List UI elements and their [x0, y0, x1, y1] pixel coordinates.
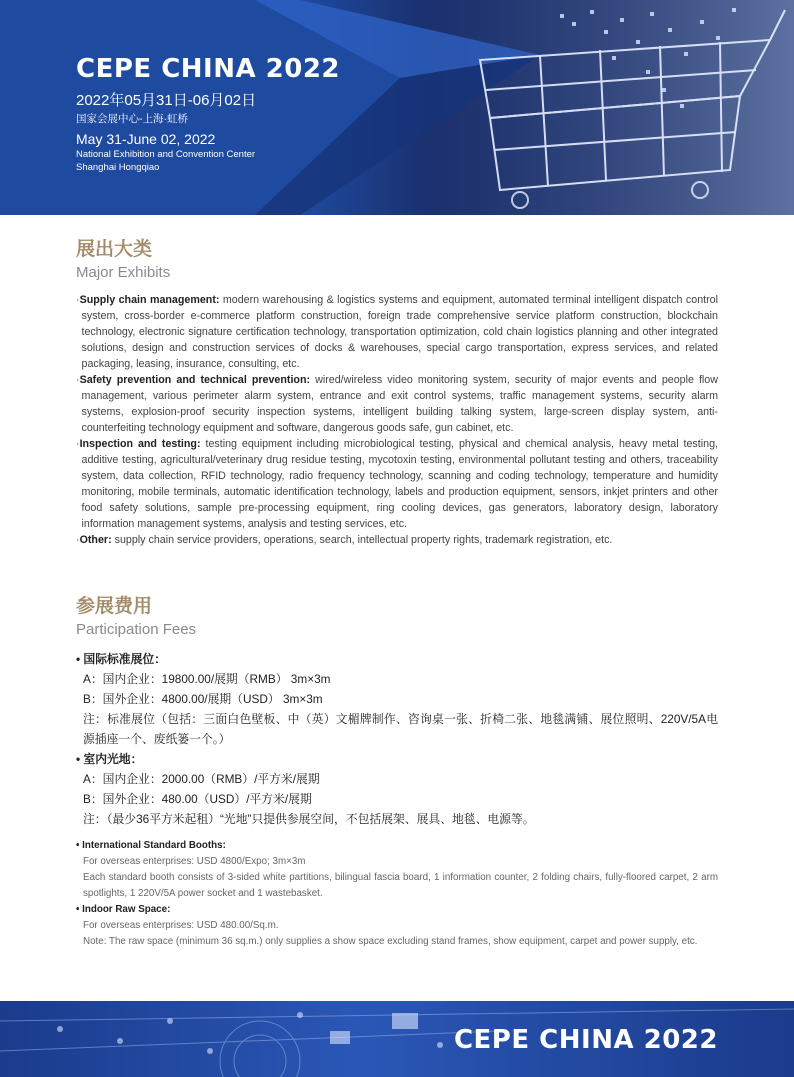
exhibit-item: ·Inspection and testing: testing equipment including microbiological testing, physical and chemical analysis, heavy metal testing, additive testing, agricultural/veterinary drug residue testing, mycotoxin testing, environmental pollutant testing and others, traceability system, data collection, RFID technology, radio frequency technology, scanning and coding technology, temperature and humidity monitoring, mobile terminals, automatic identification technology, labels and production equipment, sensors, inkjet printers and other food safety solutions, sample pre-processing equipment, ring cooling devices, gas generators, laboratory design, laboratory information management systems, analysis and testing services, etc. [76, 438, 718, 530]
fees-heading-cn: 参展费用 [76, 596, 153, 617]
header-date-en: May 31-June 02, 2022 [76, 131, 216, 147]
exhibit-label: Supply chain management: [79, 294, 220, 306]
fees-cn-block [76, 649, 718, 829]
exhibit-label: Inspection and testing: [79, 438, 201, 450]
exhibit-text: modern warehousing & logistics systems and equipment, automated terminal intelligent dispatch control system, cross-border e-commerce platform construction, foreign trade comprehensive service platform construction, blockchain technology, electronic signature certification technology, transportation optimization, cold chain logistics planning and other integrated solutions, design and construction services of docks & warehouses, special cargo transportation, express services, and related packaging, leasing, insurance, consulting, etc. [81, 294, 718, 370]
exhibit-item: ·Supply chain management: modern warehousing & logistics systems and equipment, automated terminal intelligent dispatch control system, cross-border e-commerce platform construction, foreign trade comprehensive service platform construction, blockchain technology, electronic signature certification technology, transportation optimization, cold chain logistics planning and other integrated solutions, design and construction services of docks & warehouses, special cargo transportation, express services, and related packaging, leasing, insurance, consulting, etc. [76, 294, 718, 370]
header-venue-en-line2: Shanghai Hongqiao [76, 162, 160, 173]
footer-banner [0, 1001, 794, 1077]
exhibit-label: Safety prevention and technical prevention: [79, 374, 311, 386]
header-venue-cn: 国家会展中心-上海·虹桥 [76, 113, 188, 125]
header-title: CEPE CHINA 2022 [76, 54, 341, 84]
fee-raw-note-en: Note: The raw space (minimum 36 sq.m.) only supplies a show space excluding stand frames, show equipment, carpet and power supply, etc. [83, 936, 698, 947]
fee-std-heading-cn: • 国际标准展位： [76, 652, 166, 666]
fee-std-domestic-cn: A：国内企业：19800.00/展期（RMB） 3m×3m [83, 672, 331, 686]
exhibit-text: supply chain service providers, operations, search, intellectual property rights, trademark registration, etc. [114, 534, 613, 546]
exhibit-text: wired/wireless video monitoring system, security of major events and people flow management, various perimeter alarm system, entrance and exit control systems, traffic management systems, security alarm systems, explosion-proof security inspection systems, intelligent building talking system, large-screen display system, anti-counterfeiting technology equipment and software, dangerous goods safe, gun cabinet, etc. [81, 374, 718, 434]
fee-raw-domestic-cn: A：国内企业：2000.00（RMB）/平方米/展期 [83, 772, 320, 786]
exhibits-list [76, 292, 718, 548]
header-venue-en-line1: National Exhibition and Convention Center [76, 149, 256, 160]
fee-std-note-en: Each standard booth consists of 3-sided white partitions, bilingual fascia board, 1 information counter, 2 folding chairs, fully-floored carpet, 2 arm spotlights, 1 220V/5A power socket and 1 wastebasket. [83, 872, 718, 899]
fee-std-note-cn: 注：标准展位（包括：三面白色壁板、中（英）文楣牌制作、咨询桌一张、折椅二张、地毯满铺、展位照明、220V/5A电源插座一个、废纸篓一个。） [83, 712, 718, 746]
header-banner [0, 0, 794, 215]
fees-en-block [76, 838, 718, 950]
fee-raw-heading-en: • Indoor Raw Space: [76, 904, 171, 915]
fee-raw-heading-cn: • 室内光地： [76, 752, 143, 766]
exhibit-item: ·Other: supply chain service providers, operations, search, intellectual property rights, trademark registration, etc. [76, 534, 613, 546]
header-date-cn: 2022年05月31日-06月02日 [76, 92, 257, 109]
fees-heading-en: Participation Fees [76, 621, 197, 638]
fee-std-price-en: For overseas enterprises: USD 4800/Expo; 3m×3m [83, 856, 306, 867]
exhibits-heading-en: Major Exhibits [76, 264, 171, 281]
footer-title: CEPE CHINA 2022 [453, 1025, 718, 1055]
exhibit-label: Other: [79, 534, 112, 546]
exhibit-text: testing equipment including microbiological testing, physical and chemical analysis, heavy metal testing, additive testing, agricultural/veterinary drug residue testing, mycotoxin testing, environmental pollutant testing and others, traceability system, data collection, RFID technology, radio frequency technology, scanning and coding technology, temperature and humidity monitoring, mobile terminals, automatic identification technology, labels and production equipment, sensors, inkjet printers and other food safety solutions, sample pre-processing equipment, ring cooling devices, gas generators, laboratory design, laboratory information management systems, analysis and testing services, etc. [81, 438, 718, 530]
exhibits-heading-cn: 展出大类 [76, 239, 153, 260]
fee-std-heading-en: • International Standard Booths: [76, 840, 226, 851]
header-text-block [76, 52, 340, 174]
fee-raw-price-en: For overseas enterprises: USD 480.00/Sq.m. [83, 920, 279, 931]
fee-std-overseas-cn: B：国外企业：4800.00/展期（USD） 3m×3m [83, 692, 323, 706]
fee-raw-overseas-cn: B：国外企业：480.00（USD）/平方米/展期 [83, 792, 312, 806]
exhibit-item: ·Safety prevention and technical prevention: wired/wireless video monitoring system, security of major events and people flow management, various perimeter alarm system, entrance and exit control systems, traffic management systems, security alarm systems, explosion-proof security inspection systems, intelligent building talking system, large-screen display system, anti-counterfeiting technology equipment and software, dangerous goods safe, gun cabinet, etc. [76, 374, 718, 434]
fee-raw-note-cn: 注：（最少36平方米起租）“光地”只提供参展空间，不包括展架、展具、地毯、电源等。 [83, 812, 535, 826]
